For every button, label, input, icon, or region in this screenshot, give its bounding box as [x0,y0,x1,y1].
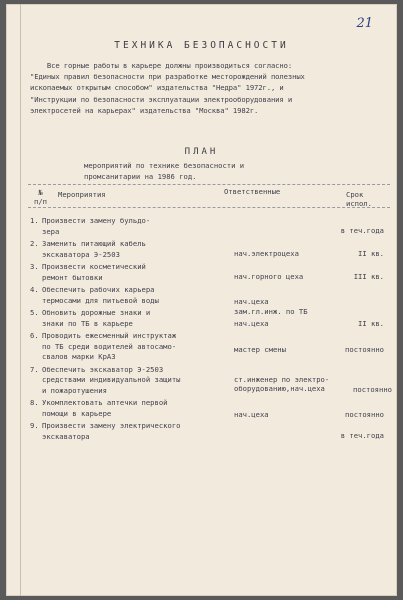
row-measure: Обеспечить экскаватор Э-2503 средствами индивидуальной защиты и пожаротушения [42,364,181,395]
table-row [30,365,392,397]
table-body [30,216,392,444]
table-row [30,421,392,442]
table-row [30,216,392,237]
row-responsible: нач.цеха [234,319,269,328]
row-number: 1. [30,216,39,225]
row-responsible: нач.горного цеха [234,272,304,281]
table-row [30,331,392,363]
row-deadline: II кв. [358,319,384,328]
table-top-rule [28,184,390,185]
table-header [28,186,393,212]
row-measure: Произвести косметический ремонт бытовки [42,262,146,282]
header-responsible: Ответственные [224,187,281,196]
row-number: 7. [30,364,39,374]
row-number: 9. [30,421,39,430]
row-responsible: нач.цеха зам.гл.инж. по ТБ [234,297,308,316]
row-number: 2. [30,239,39,248]
document-title: ТЕХНИКА БЕЗОПАСНОСТИ [114,40,289,51]
row-measure: Заменить питающий кабель экскаватора Э-2503 [42,239,146,259]
plan-subtitle: мероприятий по технике безопасности и промсанитарии на 1986 год. [84,161,245,181]
header-number: № п/п [34,188,47,206]
row-responsible: ст.инженер по электро- оборудованию,нач.цеха [234,374,330,393]
row-number: 6. [30,331,39,340]
row-deadline: в теч.года [340,226,384,235]
table-row [30,262,392,283]
table-row [30,308,392,329]
row-number: 4. [30,285,39,294]
row-measure: Укомплектовать аптечки первой помощи в карьере [42,398,168,418]
row-number: 3. [30,262,39,271]
row-number: 5. [30,308,39,317]
row-responsible: мастер смены [234,345,286,354]
table-header-rule [28,207,390,208]
row-deadline: III кв. [353,272,384,281]
row-responsible: нач.цеха [234,410,269,419]
row-deadline: II кв. [358,249,384,258]
table-row [30,239,392,260]
row-measure: Произвести замену электрического экскаватора [42,421,181,441]
intro-paragraph: Все горные работы в карьере должны производиться согласно: "Единых правил безопасности при разработке месторождений полезных ископаемых открытым способом" издательства "Недра" 1972г., и "Инструкции по безопасности эксплуатации электрооборудования и электросетей на карьерах" издательства "Москва" 1982г. [30,61,305,115]
row-deadline: постоянно [353,384,392,394]
row-measure: Произвести замену бульдо- зера [42,216,151,236]
row-responsible: нач.электроцеха [234,249,299,258]
row-measure: Обновить дорожные знаки и знаки по ТБ в карьере [42,308,151,328]
header-deadline: Срок испол. [346,190,372,208]
header-measures: Мероприятия [58,190,106,199]
document-page [6,4,397,596]
row-measure: Обеспечить рабочих карьера термосами для питьевой воды [42,285,159,305]
row-deadline: в теч.года [340,431,384,440]
table-row [30,398,392,419]
row-deadline: постоянно [345,345,384,354]
table-row [30,285,392,316]
row-measure: Проводить ежесменный инструктаж по ТБ среди водителей автосамо- свалов марки КрАЗ [42,331,177,361]
page-number: 21 [356,16,373,31]
margin-line [20,4,21,596]
row-deadline: постоянно [345,410,384,419]
row-number: 8. [30,398,39,407]
plan-title: ПЛАН [184,147,219,157]
